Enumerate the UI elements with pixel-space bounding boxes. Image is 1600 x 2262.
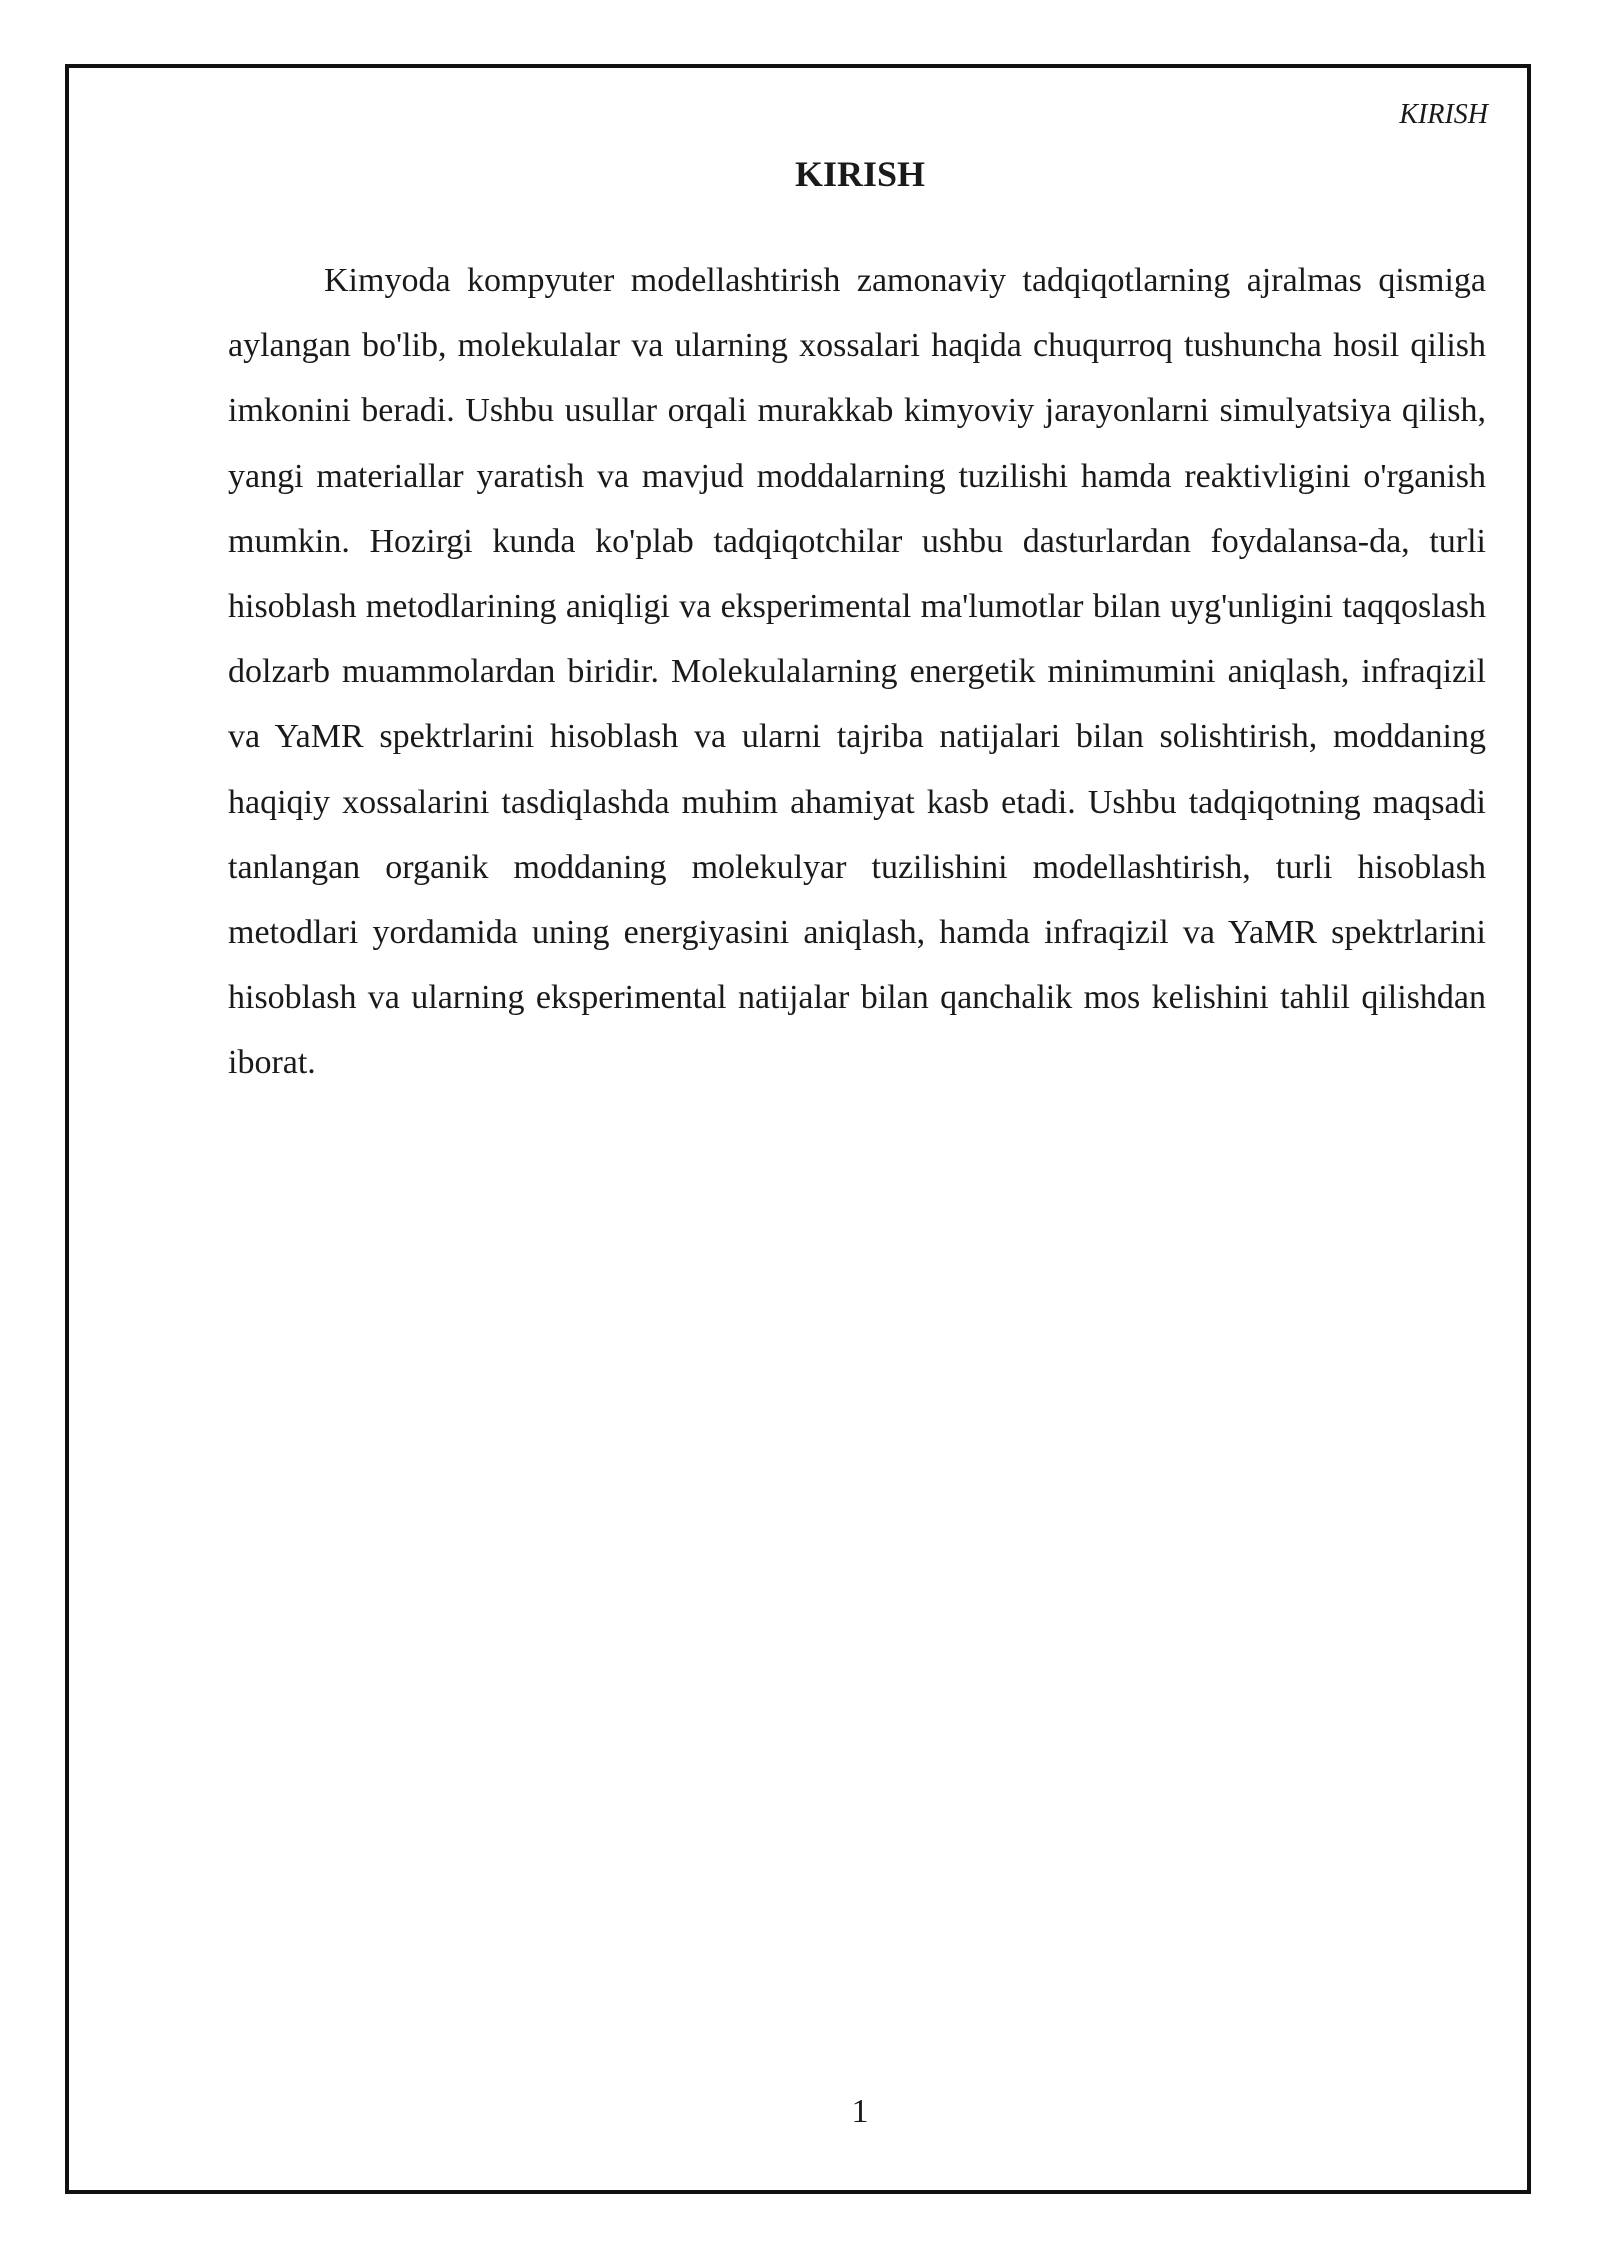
page-number: 1	[851, 2093, 869, 2130]
section-title: KIRISH	[794, 154, 926, 194]
body-paragraph: Kimyoda kompyuter modellashtirish zamonaviy tadqiqotlarning ajralmas qismiga aylangan bo'lib, molekulalar va ularning xossalari haqida chuqurroq tushuncha hosil qilish imkonini beradi. Ushbu usullar orqali murakkab kimyoviy jarayonlarni simulyatsiya qilish, yangi materiallar yaratish va mavjud moddalarning tuzilishi hamda reaktivligini o'rganish mumkin. Hozirgi kunda ko'plab tadqiqotchilar ushbu dasturlardan foydalansa-da, turli hisoblash metodlarining aniqligi va eksperimental ma'lumotlar bilan uyg'unligini taqqoslash dolzarb muammolardan biridir. Molekulalarning energetik minimumini aniqlash, infraqizil va YaMR spektrlarini hisoblash va ularni tajriba natijalari bilan solishtirish, moddaning haqiqiy xossalarini tasdiqlashda muhim ahamiyat kasb etadi. Ushbu tadqiqotning maqsadi tanlangan organik moddaning molekulyar tuzilishini modellashtirish, turli hisoblash metodlari yordamida uning energiyasini aniqlash, hamda infraqizil va YaMR spektrlarini hisoblash va ularning eksperimental natijalar bilan qanchalik mos kelishini tahlil qilishdan iborat.	[228, 262, 1486, 1082]
running-header: KIRISH	[1399, 99, 1488, 130]
